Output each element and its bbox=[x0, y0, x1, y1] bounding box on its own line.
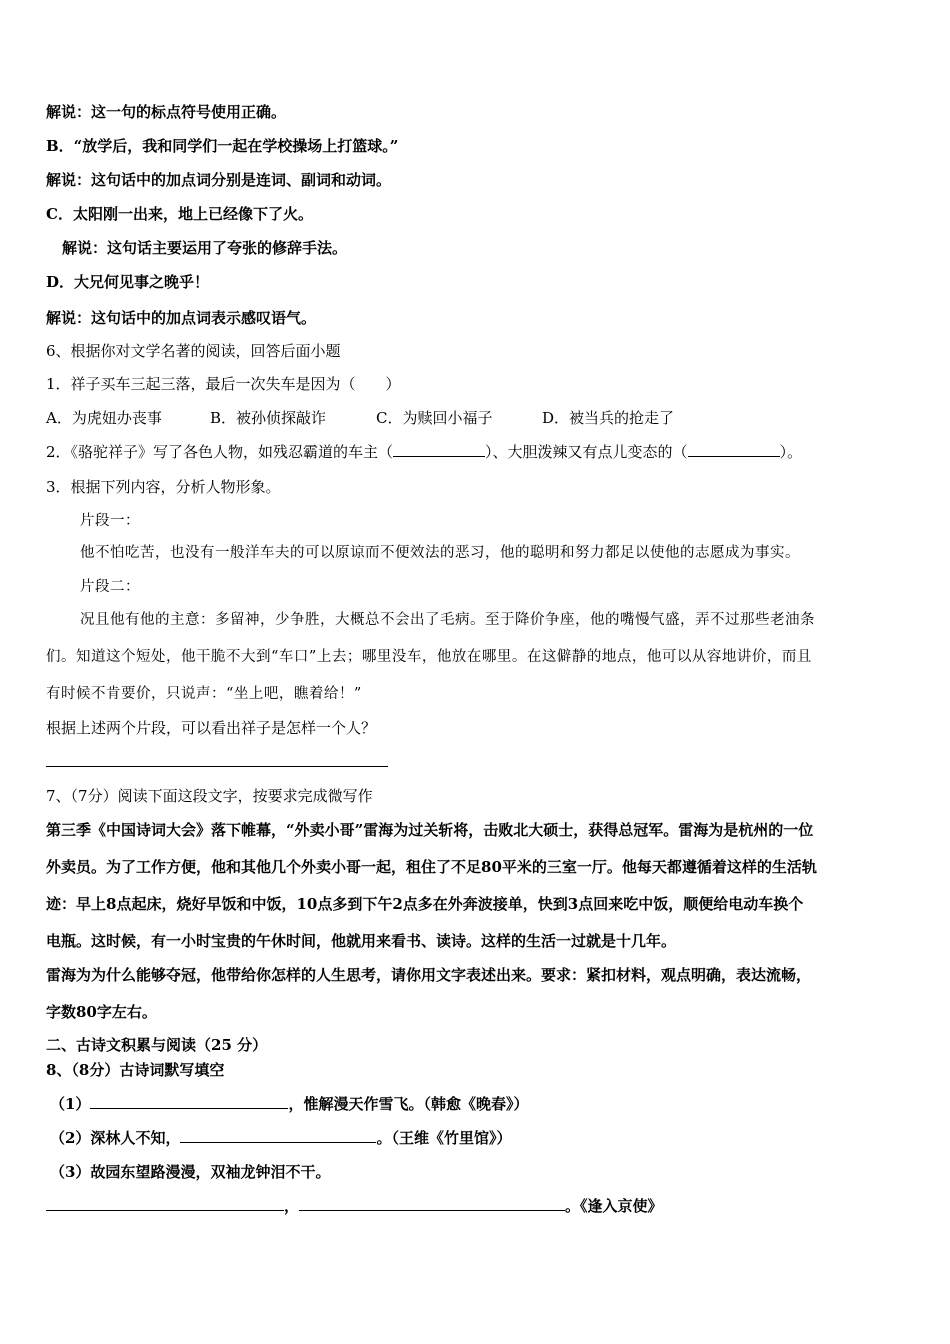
blank-item3a[interactable] bbox=[46, 1196, 284, 1211]
section2-title: 二、古诗文积累与阅读（25 分） bbox=[46, 1036, 268, 1054]
q8-item3: （3）故园东望路漫漫，双袖龙钟泪不干。 bbox=[50, 1163, 331, 1181]
q5-note-d: 解说：这句话中的加点词表示感叹语气。 bbox=[46, 309, 317, 327]
blank-item1[interactable] bbox=[90, 1094, 288, 1109]
option-d: D．被当兵的抢走了 bbox=[542, 409, 675, 427]
q8-title: 8、（8分）古诗词默写填空 bbox=[46, 1061, 225, 1079]
q8-item3-answer: ， 。《逢入京使》 bbox=[46, 1196, 663, 1216]
q6-sub1-stem: 1．祥子买车三起三落，最后一次失车是因为（ ） bbox=[46, 375, 401, 393]
fragment2-line3: 有时候不肯要价，只说声：“坐上吧，瞧着给！” bbox=[46, 686, 362, 702]
q7-task-line1: 雷海为为什么能够夺冠，他带给你怎样的人生思考，请你用文字表述出来。要求：紧扣材料，观点明确，表达流畅， bbox=[46, 966, 812, 984]
q7-para-line4: 电瓶。这时候，有一小时宝贵的午休时间，他就用来看书、读诗。这样的生活一过就是十几年。 bbox=[46, 932, 677, 950]
q6-sub1-options bbox=[46, 408, 675, 428]
q6-sub3-question: 根据上述两个片段，可以看出祥子是怎样一个人？ bbox=[46, 719, 377, 737]
q7-task-line2: 字数80字左右。 bbox=[46, 1003, 157, 1021]
q6-sub2: 2．《骆驼祥子》写了各色人物，如残忍霸道的车主（ ）、大胆泼辣又有点儿变态的（ ）。 bbox=[46, 443, 803, 461]
q5-note-b: 解说：这句话中的加点词分别是连词、副词和动词。 bbox=[46, 171, 392, 189]
q5-option-c: C．太阳刚一出来，地上已经像下了火。 bbox=[46, 205, 313, 223]
q5-note-a: 解说：这一句的标点符号使用正确。 bbox=[46, 103, 287, 121]
option-a: A．为虎妞办丧事 bbox=[46, 409, 162, 427]
q6-title: 6、根据你对文学名著的阅读，回答后面小题 bbox=[46, 342, 341, 360]
blank-item2[interactable] bbox=[180, 1128, 376, 1143]
q8-item2: （2）深林人不知， 。（王维《竹里馆》） bbox=[50, 1129, 512, 1147]
fragment2-line1: 况且他有他的主意：多留神，少争胜，大概总不会出了毛病。至于降价争座，他的嘴慢气盛，弄不过那些老油条 bbox=[80, 612, 815, 628]
q6-sub3-stem: 3．根据下列内容，分析人物形象。 bbox=[46, 478, 281, 496]
fragment2-label: 片段二： bbox=[80, 579, 140, 595]
blank-owner[interactable] bbox=[393, 442, 485, 457]
option-c: C．为赎回小福子 bbox=[376, 409, 493, 427]
fragment2-line2: 们。知道这个短处，他干脆不大到“车口”上去；哪里没车，他放在哪里。在这僻静的地点，他可以从容地讲价，而且 bbox=[46, 649, 812, 665]
fragment1-label: 片段一： bbox=[80, 513, 140, 529]
q5-option-b: B．“放学后，我和同学们一起在学校操场上打篮球。” bbox=[46, 137, 399, 155]
blank-item3b[interactable] bbox=[299, 1196, 565, 1211]
fragment1-text: 他不怕吃苦，也没有一般洋车夫的可以原谅而不便效法的恶习，他的聪明和努力都足以使他的志愿成为事实。 bbox=[80, 545, 800, 561]
option-b: B．被孙侦探敲诈 bbox=[210, 409, 327, 427]
q8-item1: （1） ，惟解漫天作雪飞。（韩愈《晚春》） bbox=[50, 1095, 529, 1113]
blank-character[interactable] bbox=[688, 442, 780, 457]
q7-title: 7、（7分）阅读下面这段文字，按要求完成微写作 bbox=[46, 787, 373, 805]
q5-note-c: 解说：这句话主要运用了夸张的修辞手法。 bbox=[62, 239, 348, 257]
answer-line[interactable] bbox=[46, 766, 388, 767]
q7-para-line3: 迹：早上8点起床，烧好早饭和中饭，10点多到下午2点多在外奔波接单，快到3点回来吃中饭，顺便给电动车换个 bbox=[46, 895, 804, 913]
q7-para-line1: 第三季《中国诗词大会》落下帷幕，“外卖小哥”雷海为过关斩将，击败北大硕士，获得总冠军。雷海为是杭州的一位 bbox=[46, 821, 814, 839]
q5-option-d: D．大兄何见事之晚乎！ bbox=[46, 273, 210, 291]
q7-para-line2: 外卖员。为了工作方便，他和其他几个外卖小哥一起，租住了不足80平米的三室一厅。他每天都遵循着这样的生活轨 bbox=[46, 858, 817, 876]
